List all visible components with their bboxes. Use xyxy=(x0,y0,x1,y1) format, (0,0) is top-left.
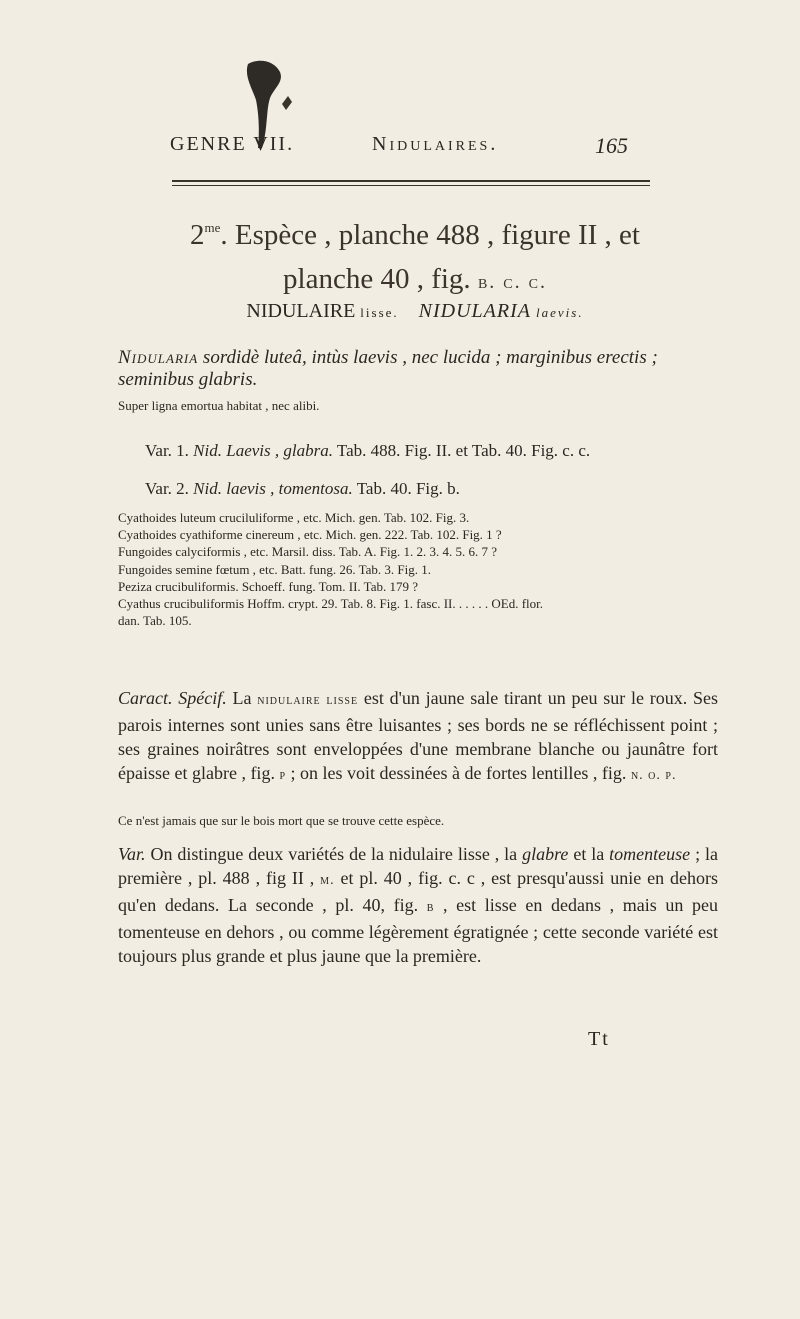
synonym-line: Cyathus crucibuliformis Hoffm. crypt. 29. Tab. 8. Fig. 1. fasc. II. . . . . . OEd. flor. xyxy=(118,596,544,612)
species-heading-line2: planche 40 , fig. b. c. c. xyxy=(283,263,547,295)
latin-epithet: laevis. xyxy=(536,305,584,320)
diagnosis-genus: Nidularia xyxy=(118,347,199,368)
synonym-line: Cyathoides cyathiforme cinereum , etc. Mich. gen. 222. Tab. 102. Fig. 1 ? xyxy=(118,527,502,543)
species-heading-line1: $2^{me}$. Espèce , planche 488 , figure II , et xyxy=(190,219,640,251)
header-title: Nidulaires. xyxy=(372,133,499,155)
species-names xyxy=(60,300,770,323)
running-header xyxy=(170,133,628,161)
french-name: NIDULAIRE xyxy=(246,300,356,322)
header-rule-thin xyxy=(172,185,650,186)
synonym-line: dan. Tab. 105. xyxy=(118,613,192,629)
synonym-line: Fungoides calyciformis , etc. Marsil. diss. Tab. A. Fig. 1. 2. 3. 4. 5. 6. 7 ? xyxy=(118,544,498,560)
synonym-line: Fungoides semine fœtum , etc. Batt. fung. 26. Tab. 3. Fig. 1. xyxy=(118,561,431,577)
french-epithet: lisse. xyxy=(360,305,399,320)
header-rule-thick xyxy=(172,180,650,182)
synonym-line: Cyathoides luteum cruciluliforme , etc. Mich. gen. Tab. 102. Fig. 3. xyxy=(118,510,470,525)
diagnosis-text: sordidè luteâ, intùs laevis , nec lucida ; marginibus erectis ; seminibus glabris. xyxy=(118,347,658,390)
varieties-paragraph: Var. On distingue deux variétés de la nidulaire lisse , la glabre et la tomenteuse ; la première , pl. 488 , fig II , m. et pl. 40 , fig. c. c , est presqu'aussi unie en dehors qu'en dedans. La seconde , pl. 40, fig. b , est lisse en dedans , mais un peu tomenteuse en dehors , ou comme légèrement égratignée ; cette seconde variété est toujours plus grande et plus jaune que la première. xyxy=(118,844,718,966)
synonym-list xyxy=(118,509,718,629)
signature-mark: Tt xyxy=(588,1028,610,1050)
specific-characters: Caract. Spécif. La nidulaire lisse est d'un jaune sale tirant un peu sur le roux. Ses parois internes sont unies sans être luisantes ; ses bords ne se réfléchissent point ; ses graines noirâtres sont enveloppées d'une membrane blanche ou jaunâtre fort épaisse et glabre , fig. p ; on les voit dessinées à de fortes lentilles , fig. n. o. p. xyxy=(118,688,718,783)
genre-label: GENRE VII. xyxy=(170,133,295,155)
variety-2: Var. 2. Nid. laevis , tomentosa. Tab. 40. Fig. b. xyxy=(145,479,460,498)
latin-diagnosis xyxy=(118,347,718,391)
latin-name: NIDULARIA xyxy=(418,300,531,322)
variety-1: Var. 1. Nid. Laevis , glabra. Tab. 488. Fig. II. et Tab. 40. Fig. c. c. xyxy=(145,441,591,460)
page-number: 165 xyxy=(595,133,628,158)
habitat-line: Super ligna emortua habitat , nec alibi. xyxy=(118,398,320,413)
species-heading xyxy=(60,206,770,304)
synonym-line: Peziza crucibuliformis. Schoeff. fung. Tom. II. Tab. 179 ? xyxy=(118,578,418,594)
note-line: Ce n'est jamais que sur le bois mort que se trouve cette espèce. xyxy=(118,813,445,828)
